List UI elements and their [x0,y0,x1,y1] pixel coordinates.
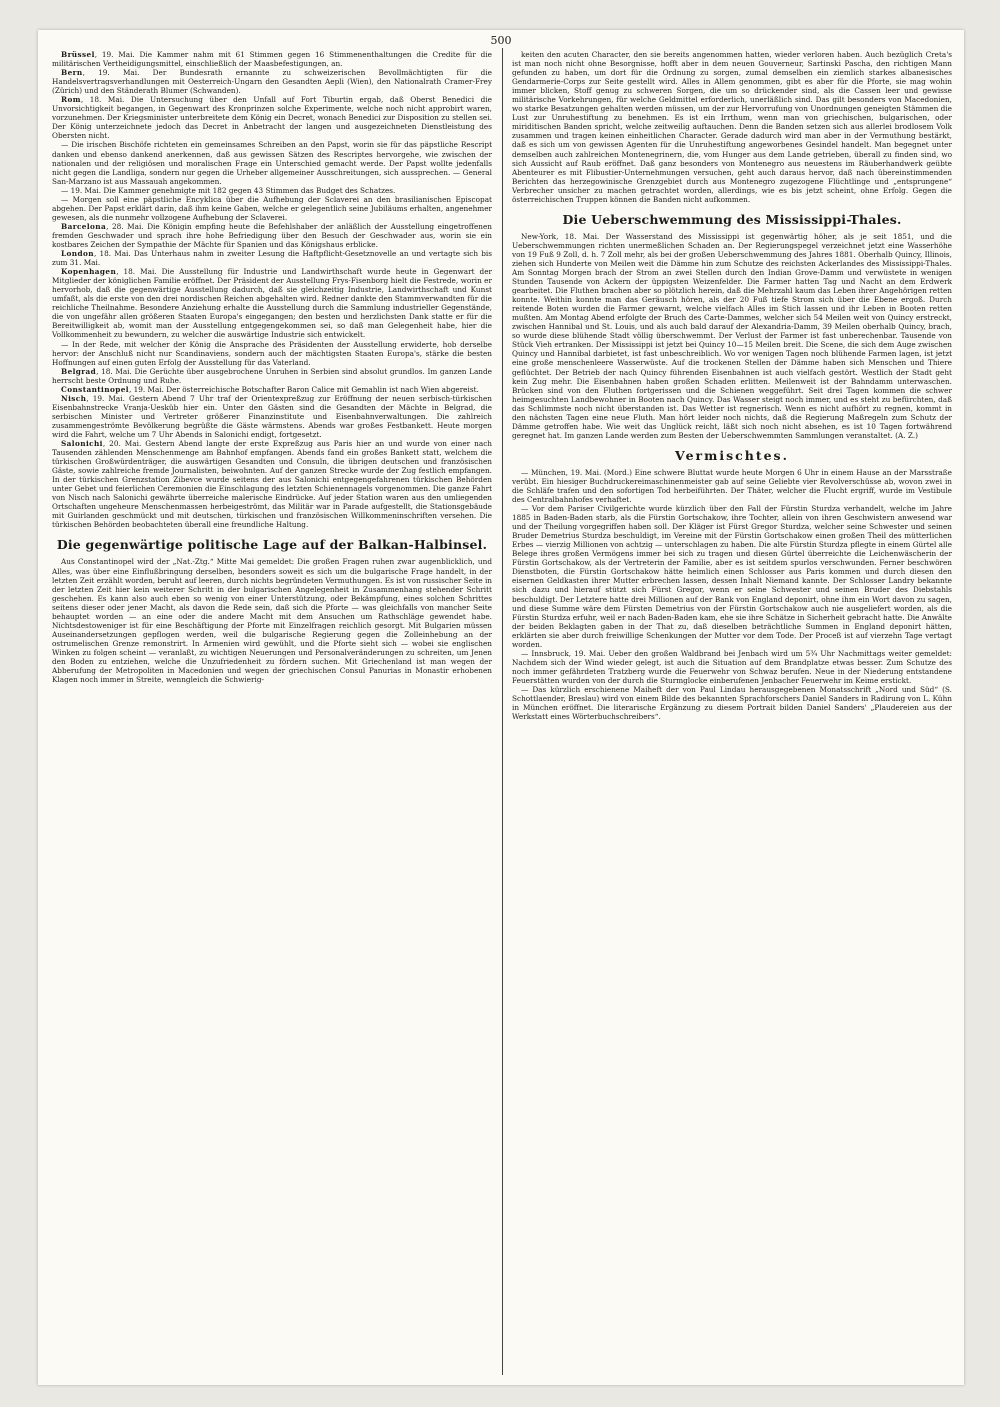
article-text: — München, 19. Mai. (Mord.) Eine schwere Bluttat wurde heute Morgen 6 Uhr in einem Hause an der Marsstraße verübt. Ein hiesiger Buchdruckereimaschinenmeister gab auf seine Geliebte vier Revolverschüsse ab, wovon zwei in die Schläfe trafen und den sofortigen Tod herbeiführten. Der Thäter, welcher die Flucht ergriff, wurde im Vestibule des Centralbahnhofes verhaftet. [512,467,952,505]
article-text: — Innsbruck, 19. Mai. Ueber den großen Waldbrand bei Jenbach wird um 5¾ Uhr Nachmittags weiter gemeldet: Nachdem sich der Wind wieder gelegt, ist auch die Situation auf dem Brandplatze etwas besser. Zum Schutze des noch immer gefährdeten Tratzberg wurde die Feuerwehr von Schwaz berufen. Neue in der Niederung entstandene Feuerstätten wurden von der durch die Sturmglocke einberufenen Jenbacher Feuerwehr im Keime erstickt. [512,648,952,685]
article-paragraph [512,649,952,685]
article-paragraph [52,394,492,439]
dateline-place: Brüssel [61,50,95,59]
dateline-place: Belgrad [61,366,97,376]
article-paragraph [52,95,492,140]
article-text: Aus Constantinopel wird der „Nat.-Ztg.“ Mitte Mai gemeldet: Die großen Fragen ruhen zwar augenblicklich, und Alles, was über eine Einflußbringung derselben, besonders soweit es sich um die bulgarische Frage handelt, in der letzten Zeit erzählt worden, beruht auf leeren, durch nichts begründeten Vermuthungen. Es ist von russischer Seite in der letzten Zeit hier kein weiterer Schritt in der bulgarischen Angelegenheit in Zusammenhang stehender Schritt geschehen. Es kann also auch eben so wenig von einer Unterstützung, oder Bekämpfung, eines solchen Schrittes seitens dieser oder jener Macht, als davon die Rede sein, daß sich die Pforte — was gleichfalls von mancher Seite behauptet worden — an eine oder die andere Macht mit dem Ansuchen um Rathschläge gewendet habe. Nichtsdestoweniger ist für eine Beschäftigung der Pforte mit Einzelfragen reichlich gesorgt. Mit Bulgarien müssen Auseinandersetzungen gepflogen werden, weil die bulgarische Regierung gegen die Zolleinhebung an der ostrumelischen Grenze remonstrirt. In Armenien wird gewühlt, und die Pforte sieht sich — wobei sie englischen Winken zu folgen scheint — veranlaßt, zu wichtigen Neuerungen und Personalveränderungen zu schreiten, um Jenen den Boden zu entziehen, welche die Unzufriedenheit zu fördern suchen. Mit Griechenland ist man wegen der Abberufung der Metropoliten in Macedonien und wegen der griechischen Consul Panurias in Monastir erhobenen Klagen noch immer in Streite, wenngleich die Schwierig- [52,557,492,685]
article-paragraph [52,50,492,68]
article-paragraph [512,685,952,721]
article-text: , 18. Mai. Die Untersuchung über den Unfall auf Fort Tiburtin ergab, daß Oberst Benedici die Unvorsichtigkeit begangen, in Gegenwart des Kronprinzen solche Experimente, welche noch nicht approbirt waren, vorzunehmen. Der Kriegsminister unterbreitete dem König ein Decret, wonach Benedici zur Disposition zu stellen sei. Der König unterzeichnete jedoch das Decret in Anbetracht der langen und ausgezeichneten Dienstleistung des Obersten nicht. [52,95,492,141]
article-text: , 19. Mai. Die Kammer nahm mit 61 Stimmen gegen 16 Stimmenenthaltungen die Credite für die militärischen Vertheidigungsmittel, einschließlich der Maasbefestigungen, an. [52,50,492,69]
article-text: — In der Rede, mit welcher der König die Ansprache des Präsidenten der Ausstellung erwiderte, hob derselbe hervor: der Anschluß nicht nur Scandinaviens, sondern auch der mächtigsten Staaten Europa's, stärke die besten Hoffnungen auf einen guten Erfolg der Ausstellung für das Vaterland. [52,339,492,367]
dateline-place: Kopenhagen [61,267,117,277]
article-paragraph [52,340,492,367]
article-paragraph [52,385,492,394]
newspaper-page [38,30,964,1385]
article-paragraph [52,557,492,684]
article-text: , 28. Mai. Die Königin empfing heute die Befehlshaber der anläßlich der Ausstellung eingetroffenen fremden Geschwader und sprach ihre hohe Befriedigung über den Besuch der Geschwader aus, worin sie ein kostbares Zeichen der Sympathie der Mächte für Spanien und das Königshaus erblicke. [52,221,492,249]
article-text: keiten den acuten Character, den sie bereits angenommen hatten, wieder verloren haben. Auch bezüglich Creta's ist man noch nicht ohne Besorgnisse, hofft aber in dem neuen Gouverneur, Sartinski Pascha, den richtigen Mann gefunden zu haben, um dort für die Ordnung zu sorgen, zumal demselben ein ziemlich starkes albanesisches Gendarmerie-Corps zur Seite gestellt wird. Alles in Allem genommen, gibt es aber für die Pforte, sie mag wohin immer blicken, Stoff genug zu schweren Sorgen, die um so drückender sind, als die Cassen leer und gewisse militärische Vorkehrungen, für welche Geldmittel erforderlich, unerläßlich sind. Das gilt besonders von Macedonien, wo starke Besatzungen gehalten werden müssen, um der zur Hervorrufung von Unordnungen geneigten Stämmen die Lust zur Unruhestiftung zu benehmen. Es ist ein Irrthum, wenn man von griechischen, bulgarischen, oder miriditischen Banden spricht, welche zeitweilig auftauchen. Denn die Banden setzen sich aus allerlei brodlosem Volk zusammen und tragen keinen einheitlichen Character. Gerade dadurch wird man aber in der Vermuthung bestärkt, daß es sich um von gewissen Agenten für die Unruhestiftung angeworbenes Gesindel handelt. Man begegnet unter demselben auch zahlreichen Montenegrinern, die, vom Hunger aus dem Lande getrieben, überall zu finden sind, wo sich Aussicht auf Raub eröffnet. Daß ganz besonders von Montenegro aus neuestens im Räuberhandwerk geübte Abenteurer es mit Flibustier-Unternehmungen versuchen, geht auch daraus hervor, daß nach übereinstimmenden Berichten das herzegowinische Grenzgebiet durch aus Montenegro zugezogene Flüchtlinge und „entsprungene“ Verbrecher unsicher zu machen getrachtet worden, allerdings, wie es bis jetzt scheint, ohne Erfolg. Gegen die österreichischen Truppen können die Banden nicht aufkommen. [512,50,952,204]
article-text: — Morgen soll eine päpstliche Encyklica über die Aufhebung der Sclaverei an den brasilianischen Episcopat abgehen. Der Papst erklärt darin, daß ihm keine Gaben, welche er gelegentlich seine Jubiläums erhalten, angenehmer gewesen, als die nunmehr vollzogene Aufhebung der Sclaverei. [52,194,492,222]
article-paragraph [512,50,952,204]
section-heading: Vermischtes. [675,447,789,463]
dateline-place: Nisch [61,393,87,403]
article-text: , 19. Mai. Der Bundesrath ernannte zu schweizerischen Bevollmächtigten für die Handelsvertragsverhandlungen mit Oesterreich-Ungarn den Gesandten Aepli (Wien), den Nationalrath Cramer-Frey (Zürich) und den Ständerath Blumer (Schwanden). [52,68,492,96]
article-text: , 18. Mai. Die Gerüchte über ausgebrochene Unruhen in Serbien sind absolut grundlos. Im ganzen Lande herrscht beste Ordnung und Ruhe. [52,366,492,385]
article-text: New-York, 18. Mai. Der Wasserstand des Mississippi ist gegenwärtig höher, als je seit 1851, und die Ueberschwemmungen richten unermeßlichen Schaden an. Der Regierungspegel verzeichnet jetzt eine Wasserhöhe von 19 Fuß 9 Zoll, d. h. 7 Zoll mehr, als bei der großen Ueberschwemmung des Jahres 1881. Oberhalb Quincy, Illinois, ziehen sich Hunderte von Meilen weit die Dämme hin zum Schutze des reichsten Ackerlandes des Mississippi-Thales. Am Sonntag Morgen brach der Strom an zwei Stellen durch den Indian Grove-Damm und verwüstete in wenigen Stunden Tausende von Ackern der üppigsten Weizenfelder. Die Farmer hatten Tag und Nacht an dem Erdwerk gearbeitet. Die Fluthen brachen aber so plötzlich herein, daß die Mehrzahl kaum das Leben ihrer Angehörigen retten konnte. Weithin konnte man das Geräusch hören, als der 20 Fuß tiefe Strom sich über die Ebene ergoß. Durch reitende Boten wurden die Farmer gewarnt, welche vielfach Alles im Stich lassen und ihr Leben in Booten retten mußten. Am Montag Abend erfolgte der Bruch des Carte-Dammes, welcher sich 54 Meilen weit von Quincy erstreckt, zwischen Hannibal und St. Louis, und als auch bald darauf der Alexandria-Damm, 39 Meilen oberhalb Quincy, brach, so wurde diese blühende Stadt völlig überschwemmt. Der Verlust der Farmer ist fast unberechenbar. Tausende von Stück Vieh ertranken. Der Mississippi ist jetzt bei Quincy 10—15 Meilen breit. Die Scene, die sich dem Auge zwischen Quincy und Hannibal darbietet, ist fast unbeschreiblich. Wo vor wenigen Tagen noch blühende Farmen lagen, ist jetzt eine große menschenleere Wasserwüste. Auf die trockenen Stellen der Dämme haben sich Menschen und Thiere geflüchtet. Der Betrieb der nach Quincy führenden Eisenbahnen ist auch vielfach gestört. Westlich der Stadt geht kein Zug mehr. Die Eisenbahnen haben großen Schaden erlitten. Meilenweit ist der Bahndamm unterwaschen. Brücken sind von den Fluthen fortgerissen und die Schienen weggeführt. Seit drei Tagen kommen die schwer heimgesuchten Landbewohner in Booten nach Quincy. Das Wasser steigt noch immer, und es steht zu befürchten, daß das Schlimmste noch nicht überstanden ist. Das Wetter ist regnerisch. Wenn es nicht aufhört zu regnen, kommt in den nächsten Tagen eine neue Fluth. Man hört leider noch nichts, daß die Regierung Maßregeln zum Schutz der Dämme getroffen habe. Wie weit das Unglück reicht, läßt sich noch nicht absehen, es ist 10 Tagen fortwährend geregnet hat. Im ganzen Lande werden zum Besten der Ueberschwemmten Sammlungen veranstaltet. (A. Z.) [512,231,952,440]
article-text: — Das kürzlich erschienene Maiheft der von Paul Lindau herausgegebenen Monatsschrift „Nord und Süd“ (S. Schottlaender, Breslau) wird von einem Bilde des bekannten Sprachforschers Daniel Sanders in Radirung von L. Kühn in München eröffnet. Die literarische Ergänzung zu diesem Portrait bilden Daniel Sanders' „Plaudereien aus der Werkstatt eines Wörterbuchschreibers“. [512,685,952,722]
article-text: — 19. Mai. Die Kammer genehmigte mit 182 gegen 43 Stimmen das Budget des Schatzes. [61,185,396,195]
dateline-place: Barcelona [61,221,107,231]
right-column [512,50,952,721]
article-paragraph [52,367,492,385]
article-paragraph [52,68,492,95]
article-text: , 19. Mai. Gestern Abend 7 Uhr traf der Orientexpreßzug zur Eröffnung der neuen serbisch-türkischen Eisenbahnstrecke Vranja-Uesküb hier ein. Unter den Gästen sind die Gesandten der Mächte in Belgrad, die serbischen Minister und Vertreter größerer Finanzinstitute und Eisenbahnverwaltungen. Die zahlreich zusammengeströmte Bevölkerung begrüßte die Gäste wärmstens. Abends war großes Festbankett. Heute morgen wird die Fahrt, welche um 7 Uhr Abends in Salonichi endigt, fortgesetzt. [52,393,492,439]
column-divider [502,48,503,1375]
left-column [52,50,492,684]
article-text: , 18. Mai. Die Ausstellung für Industrie und Landwirthschaft wurde heute in Gegenwart der Mitglieder der königlichen Familie eröffnet. Der Präsident der Ausstellung Frys-Fisenborg hielt die Festrede, worin er hervorhob, daß die gegenwärtige Ausstellung dadurch, daß sie gleichzeitig Industrie, Landwirthschaft und Kunst umfaßt, als die erste von den drei nordischen Reichen abgehalten wird. Redner dankte den Stammverwandten für die reichliche Theilnahme. Besondere Anziehung erhalte die Ausstellung durch die Sammlung industrieller Gegenstände, die von ungefähr allen größeren Staaten Europa's eingegangen; den besten und herzlichsten Dank statte er für die Bereitwilligkeit ab, womit man der Ausstellung entgegengekommen sei, so daß man Gelegenheit habe, hier die Vollkommenheit zu bewundern, zu welcher die auswärtige Industrie sich entwickelt. [52,267,492,340]
article-paragraph [512,468,952,504]
article-text: , 18. Mai. Das Unterhaus nahm in zweiter Lesung die Haftpflicht-Gesetznovelle an und vertagte sich bis zum 31. Mai. [52,249,492,268]
article-text: , 19. Mai. Der österreichische Botschafter Baron Calice mit Gemahlin ist nach Wien abgereist. [128,384,479,394]
section-heading: Die gegenwärtige politische Lage auf der Balkan-Halbinsel. [56,537,488,553]
section-heading: Die Ueberschwemmung des Mississippi-Thales. [562,211,902,227]
article-paragraph [52,222,492,249]
dateline-place: Constantinopel [61,384,129,394]
article-text: — Vor dem Pariser Civilgerichte wurde kürzlich über den Fall der Fürstin Sturdza verhandelt, welche im Jahre 1885 in Baden-Baden starb, als die Fürstin Gortschakow, ihre Tochter, allein von ihren Geschwistern anwesend war und der Theilung vorgegriffen haben soll. Der Kläger ist Fürst Gregor Sturdza, welcher seine Schwester und seinen Bruder Demetrius Sturdza beschuldigt, im Vereine mit der Fürstin Gortschakow einen großen Theil des mütterlichen Erbes — vierzig Millionen von achtzig — unterschlagen zu haben. Die alte Fürstin Sturdza pflegte in einem Gürtel alle Belege ihres großen Vermögens immer bei sich zu tragen und diesen Gürtel überreichte die Leichenwäscherin der Fürstin Gortschakow, als der Vertreterin der Familie, aber es ist seitdem spurlos verschwunden. Ferner beschwören Dienstboten, die Fürstin Gortschakow hätte heimlich einen Schlosser aus Paris kommen und durch diesen den eisernen Geldkasten ihrer Mutter erbrechen lassen, dessen Inhalt Niemand kannte. Der Schlosser Landry bekannte sich dazu und hierauf stützt sich Fürst Gregor, wenn er seine Schwester und seinen Bruder des Diebstahls beschuldigt. Der Letztere hatte drei Millionen auf der Bank von England deponirt, ohne ihm ein Wort davon zu sagen, und diese Summe wäre dem Fürsten Demetrius von der Fürstin Gortschakow auch nie ausgeliefert worden, als die Fürstin Sturdza erfuhr, weil er nach Baden-Baden kam, ehe sie ihre Schätze in Sicherheit gebracht hatte. Die Anwälte der beiden Beklagten gaben in der That zu, daß dieselben beträchtliche Summen in England deponirt hätten, erklärten sie aber durch freiwillige Schenkungen der Mutter vor dem Tode. Der Proceß ist auf vierzehn Tage vertagt worden. [512,504,952,649]
dateline-place: Rom [61,95,81,105]
dateline-place: Bern [61,68,83,78]
dateline-place: Salonichi [61,439,103,449]
article-paragraph [52,267,492,339]
article-paragraph [512,504,952,649]
article-text: , 20. Mai. Gestern Abend langte der erste Expreßzug aus Paris hier an und wurde von einer nach Tausenden zählenden Menschenmenge am Bahnhof empfangen. Abends fand ein großes Bankett statt, welchem die türkischen Großwürdenträger, die auswärtigen Gesandten und Consuln, die übrigen deutschen und französischen Gäste, sowie zahlreiche fremde Journalisten, beiwohnten. Auf der ganzen Strecke wurde der Zug festlich empfangen. In der türkischen Grenzstation Zibevce wurde seitens der aus Salonichi entgegengefahrenen türkischen Behörden unter Gebet und feierlichen Ceremonien die Einschlagung des letzten Schienennagels vorgenommen. Die ganze Fahrt von Nisch nach Salonichi gewährte überreiche malerische Eindrücke. Auf jeder Station waren aus den umliegenden Ortschaften ungeheure Menschenmassen herbeigeströmt, das Militär war in Parade aufgestellt, die Stationsgebäude mit Guirlanden geschmückt und mit deutschen, türkischen und französischen Willkommeninschriften versehen. Die türkischen Behörden beobachteten überall eine freundliche Haltung. [52,439,492,530]
article-paragraph [52,140,492,185]
page-number: 500 [490,34,512,47]
article-paragraph [52,195,492,222]
dateline-place: London [61,249,94,259]
article-text: — Die irischen Bischöfe richteten ein gemeinsames Schreiben an den Papst, worin sie für das päpstliche Rescript danken und ebenso dankend anerkennen, daß aus gewissen Sätzen des Rescriptes hervorgehe, wie zwischen der nationalen und der religiösen und moralischen Frage ein Unterschied gemacht werde. Der Papst wollte jedenfalls nicht gegen die Landliga, sondern nur gegen die Urheber allgemeiner Ausschreitungen, sich aussprechen. — General San-Marzano ist aus Massauah angekommen. [52,140,492,186]
article-paragraph [52,186,492,195]
article-paragraph [52,249,492,267]
article-paragraph [512,232,952,440]
article-paragraph [52,439,492,529]
